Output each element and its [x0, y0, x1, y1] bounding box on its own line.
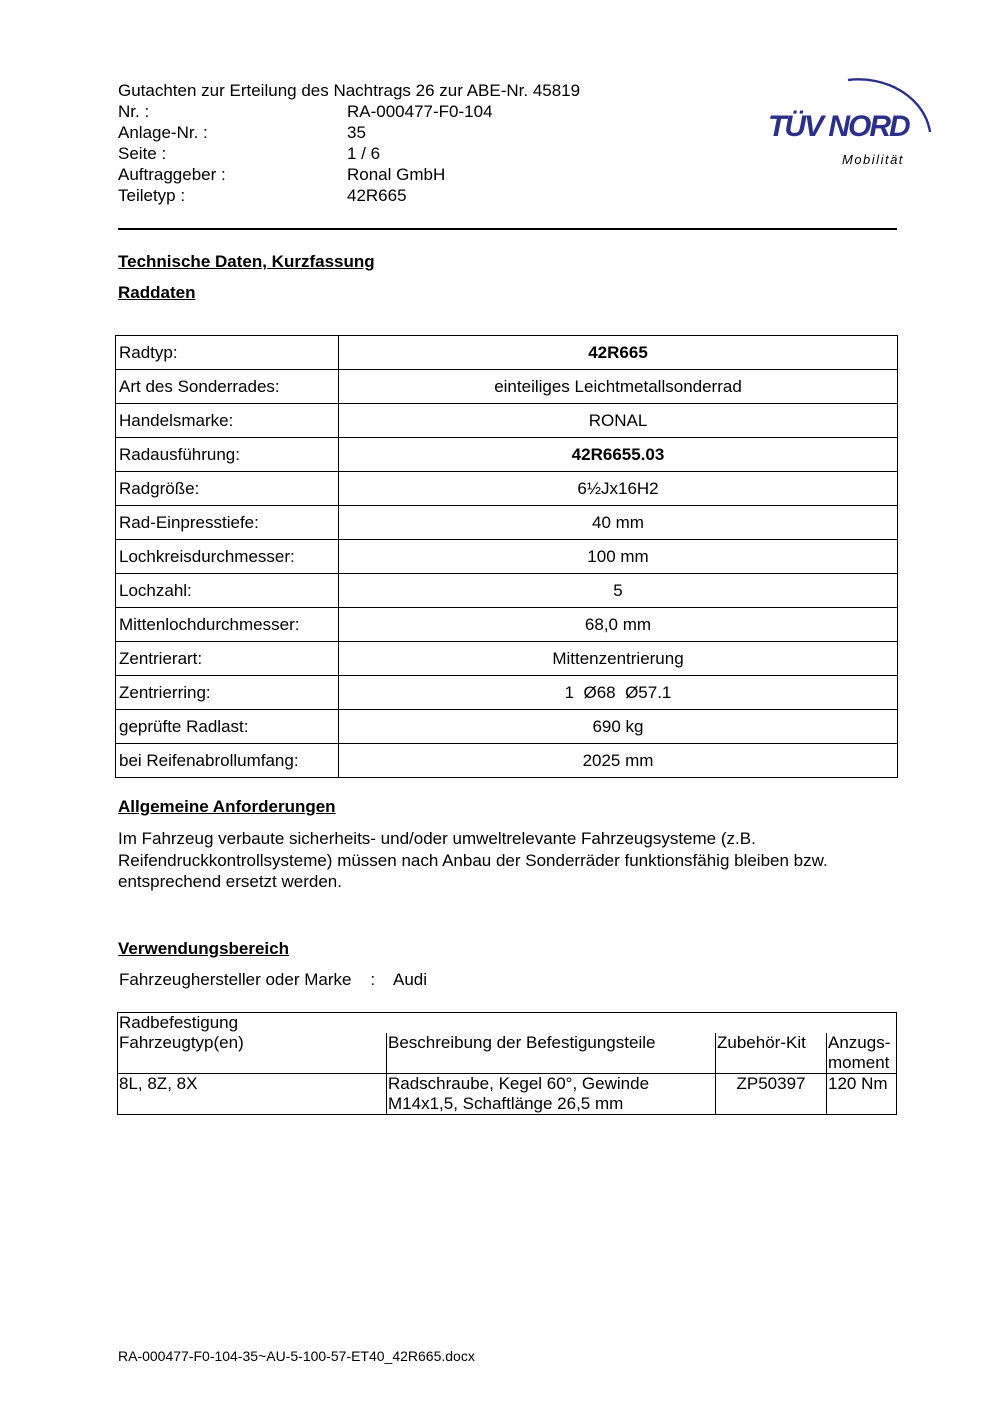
table-row: [116, 404, 898, 438]
section-heading-technische-daten: Technische Daten, Kurzfassung: [118, 252, 375, 271]
section-heading-raddaten: Raddaten: [118, 283, 196, 302]
table-caption: Radbefestigung: [118, 1013, 897, 1034]
header-beschreibung: Beschreibung der Befestigungsteile: [387, 1033, 716, 1074]
cell-fahrzeugtyp: 8L, 8Z, 8X: [118, 1074, 387, 1115]
vehicle-make-separator: :: [370, 970, 376, 989]
table-header-row: [118, 1033, 897, 1074]
header-key: Anlage-Nr. :: [118, 123, 208, 142]
row-value: einteiliges Leichtmetallsonderrad: [339, 370, 898, 404]
row-label: Lochzahl:: [116, 574, 339, 608]
row-value: 42R665: [339, 336, 898, 370]
header-value: 1 / 6: [347, 144, 381, 163]
header-fahrzeugtyp: Fahrzeugtyp(en): [118, 1033, 387, 1074]
table-row: [118, 1074, 897, 1115]
row-label: Mittenlochdurchmesser:: [116, 608, 339, 642]
vehicle-make-row: [119, 970, 427, 990]
section-heading-verwendungsbereich: Verwendungsbereich: [118, 939, 289, 958]
header-key: Teiletyp :: [118, 186, 186, 205]
header-key: Nr. :: [118, 102, 150, 121]
row-label: bei Reifenabrollumfang:: [116, 744, 339, 778]
row-value: 690 kg: [339, 710, 898, 744]
cell-anzugsmoment: 120 Nm: [827, 1074, 897, 1115]
row-label: Radtyp:: [116, 336, 339, 370]
header-value: 42R665: [347, 186, 407, 205]
table-row: [116, 540, 898, 574]
table-row: [116, 676, 898, 710]
row-value: 2025 mm: [339, 744, 898, 778]
table-row: [116, 438, 898, 472]
row-label: Radausführung:: [116, 438, 339, 472]
header-anzugsmoment: [827, 1033, 897, 1074]
row-label: Zentrierart:: [116, 642, 339, 676]
document-header: [118, 80, 758, 206]
header-value: RA-000477-F0-104: [347, 102, 493, 121]
tuev-nord-logo: [760, 56, 945, 176]
footer-filename: RA-000477-F0-104-35~AU-5-100-57-ET40_42R665.docx: [118, 1348, 475, 1364]
row-value: 100 mm: [339, 540, 898, 574]
row-value: 42R6655.03: [339, 438, 898, 472]
row-value: 6½Jx16H2: [339, 472, 898, 506]
logo-sub-text: Mobilität: [842, 152, 904, 167]
table-caption-row: [118, 1013, 897, 1034]
logo-brand-text: TÜV NORD: [768, 110, 909, 143]
header-key: Seite :: [118, 144, 167, 163]
header-anzugsmoment-text: Anzugs-​moment: [828, 1033, 891, 1072]
header-value: Ronal GmbH: [347, 165, 446, 184]
cell-beschreibung: Radschraube, Kegel 60°, Gewinde M14x1,5, Schaftlänge 26,5 mm: [387, 1074, 716, 1115]
header-key: Auftraggeber :: [118, 165, 226, 184]
table-row: [116, 608, 898, 642]
row-label: Rad-Einpresstiefe:: [116, 506, 339, 540]
header-value: 35: [347, 123, 366, 142]
row-label: Zentrierring:: [116, 676, 339, 710]
vehicle-make-label: Fahrzeughersteller oder Marke: [119, 970, 352, 989]
row-label: Handelsmarke:: [116, 404, 339, 438]
radbefestigung-table: [117, 1012, 897, 1115]
raddaten-table: [115, 335, 898, 778]
table-row: [116, 710, 898, 744]
table-row: [116, 336, 898, 370]
row-value: RONAL: [339, 404, 898, 438]
section-heading-allgemeine-anforderungen: Allgemeine Anforderungen: [118, 797, 336, 816]
header-zubehoer-kit: Zubehör-Kit: [716, 1033, 827, 1074]
row-label: Art des Sonderrades:: [116, 370, 339, 404]
row-label: Radgröße:: [116, 472, 339, 506]
header-row-teiletyp: [118, 185, 758, 206]
row-label: geprüfte Radlast:: [116, 710, 339, 744]
table-row: [116, 370, 898, 404]
header-row-nr: [118, 101, 758, 122]
table-row: [116, 642, 898, 676]
row-value: 40 mm: [339, 506, 898, 540]
row-value: 5: [339, 574, 898, 608]
header-row-anlage: [118, 122, 758, 143]
row-value: Mittenzentrierung: [339, 642, 898, 676]
row-value: 1 Ø68 Ø57.1: [339, 676, 898, 710]
table-row: [116, 506, 898, 540]
header-row-auftraggeber: [118, 164, 758, 185]
cell-zubehoer-kit: ZP50397: [716, 1074, 827, 1115]
table-row: [116, 744, 898, 778]
header-divider: [118, 228, 897, 230]
vehicle-make-value: Audi: [392, 970, 428, 989]
table-row: [116, 472, 898, 506]
header-row-seite: [118, 143, 758, 164]
row-label: Lochkreisdurchmesser:: [116, 540, 339, 574]
document-title: Gutachten zur Erteilung des Nachtrags 26 zur ABE-Nr. 45819: [118, 81, 581, 100]
allgemein-paragraph: Im Fahrzeug verbaute sicherheits- und/oder umweltrelevante Fahrzeugsysteme (z.B. Reifendruckkontrollsysteme) müssen nach Anbau der Sonderräder funktionsfähig bleiben bzw. entsprechend ersetzt werden.: [118, 829, 828, 891]
row-value: 68,0 mm: [339, 608, 898, 642]
table-row: [116, 574, 898, 608]
